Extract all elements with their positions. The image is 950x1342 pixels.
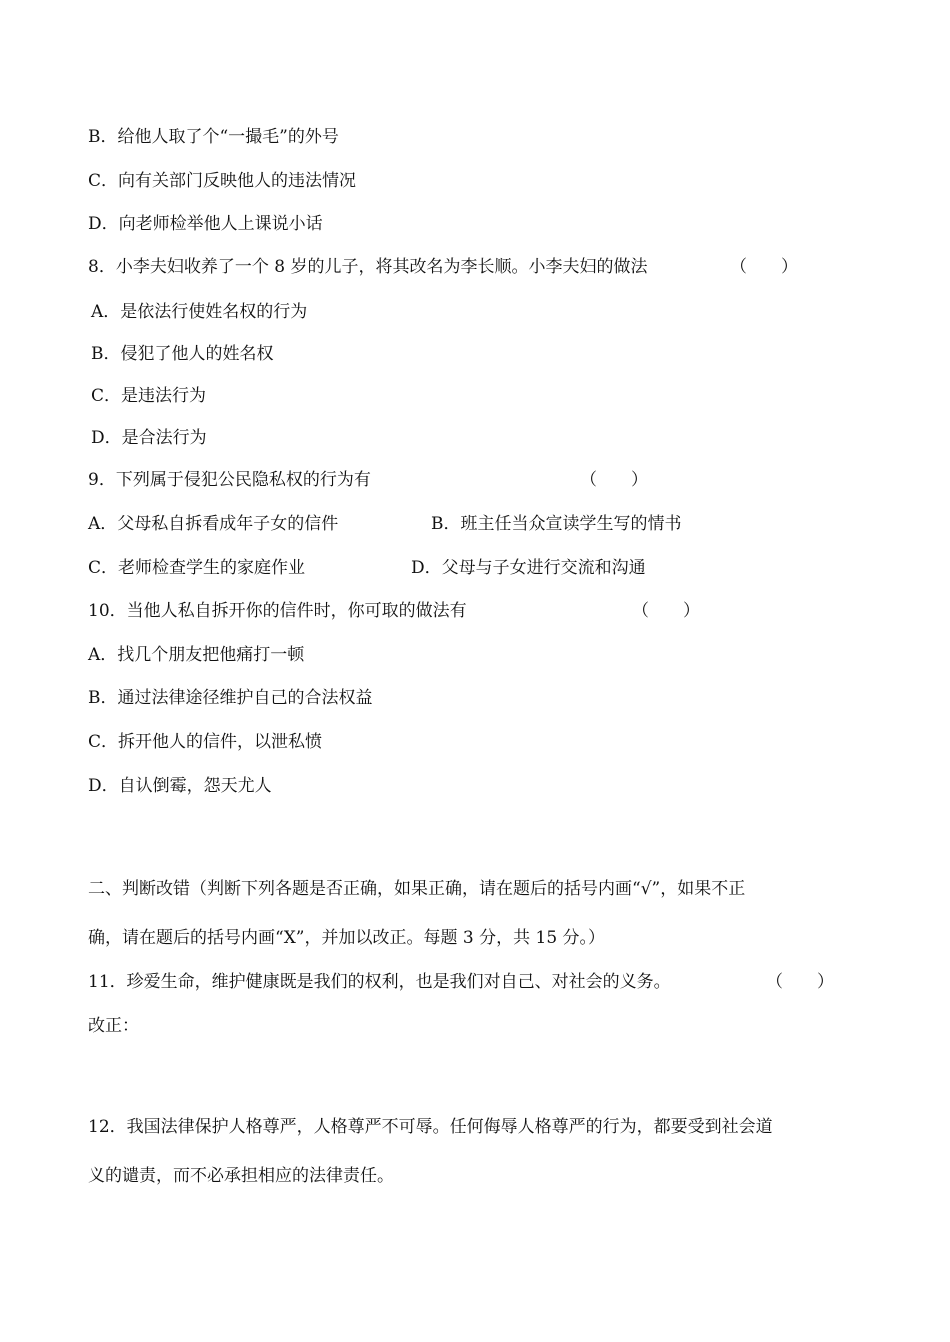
q8-option-c: C．是违法行为	[91, 386, 207, 406]
q8-stem: 8．小李夫妇收养了一个 8 岁的儿子，将其改名为李长顺。小李夫妇的做法	[88, 257, 648, 277]
q11-stem: 11．珍爱生命，维护健康既是我们的权利，也是我们对自己、对社会的义务。	[88, 972, 671, 992]
q10-option-c: C．拆开他人的信件，以泄私愤	[88, 732, 323, 752]
q8-answer-paren: （ ）	[730, 257, 798, 277]
q9-stem: 9．下列属于侵犯公民隐私权的行为有	[88, 470, 371, 490]
q12-stem-line1: 12．我国法律保护人格尊严，人格尊严不可辱。任何侮辱人格尊严的行为，都要受到社会道	[88, 1117, 773, 1137]
q8-option-d: D．是合法行为	[91, 428, 207, 448]
q9-option-c: C．老师检查学生的家庭作业	[88, 558, 306, 578]
section2-instructions-line1: 二、判断改错（判断下列各题是否正确，如果正确，请在题后的括号内画“√”，如果不正	[88, 879, 746, 899]
q12-stem-line2: 义的谴责，而不必承担相应的法律责任。	[88, 1166, 394, 1186]
q11-correction-label: 改正：	[88, 1016, 139, 1036]
q11-answer-paren: （ ）	[766, 972, 834, 992]
q10-option-b: B．通过法律途径维护自己的合法权益	[88, 688, 373, 708]
q10-option-a: A．找几个朋友把他痛打一顿	[88, 645, 305, 665]
q8-option-b: B．侵犯了他人的姓名权	[91, 344, 274, 364]
q9-option-a: A．父母私自拆看成年子女的信件	[88, 514, 339, 534]
q10-stem: 10．当他人私自拆开你的信件时，你可取的做法有	[88, 601, 467, 621]
q7-option-b: B．给他人取了个“一撮毛”的外号	[88, 127, 339, 147]
q10-option-d: D．自认倒霉，怨天尤人	[88, 776, 272, 796]
q9-option-b: B．班主任当众宣读学生写的情书	[431, 514, 682, 534]
q9-option-d: D．父母与子女进行交流和沟通	[411, 558, 646, 578]
q7-option-d: D．向老师检举他人上课说小话	[88, 214, 323, 234]
q10-answer-paren: （ ）	[632, 601, 700, 621]
q8-option-a: A．是依法行使姓名权的行为	[91, 302, 308, 322]
q7-option-c: C．向有关部门反映他人的违法情况	[88, 171, 357, 191]
section2-instructions-line2: 确，请在题后的括号内画“X”，并加以改正。每题 3 分，共 15 分。）	[88, 928, 606, 948]
q9-answer-paren: （ ）	[580, 470, 648, 490]
